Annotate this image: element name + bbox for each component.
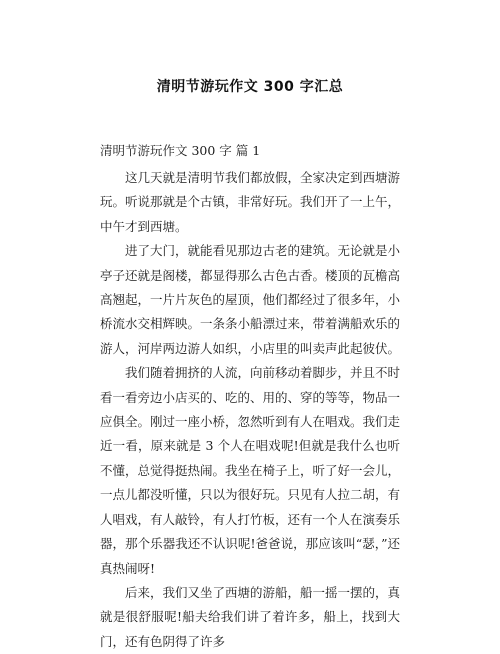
paragraph: 这几天就是清明节我们都放假，全家决定到西塘游玩。听说那就是个古镇，非常好玩。我们开了一上午，中午才到西塘。 <box>100 170 401 234</box>
paragraph: 我们随着拥挤的人流，向前移动着脚步，并且不时看一看旁边小店买的、吃的、用的、穿的等等，物品一应俱全。刚过一座小桥，忽然听到有人在唱戏。我们走近一看，原来就是 3 个人在唱戏呢!但就是我什么也听不懂，总觉得挺热闹。我坐在椅子上，听了好一会儿，一点儿都没听懂，只以为很好玩。只见有人拉二胡，有人唱戏，有人敲铃，有人打竹板，还有一个人在演奏乐器，那个乐器我还不认识呢!爸爸说，那应该叫“瑟，”还真热闹呀! <box>100 365 401 576</box>
document-body <box>100 166 400 654</box>
document-title: 清明节游玩作文 300 字汇总 <box>156 79 344 95</box>
section-heading: 清明节游玩作文 300 字 篇 1 <box>100 143 261 158</box>
paragraph: 进了大门，就能看见那边古老的建筑。无论就是小亭子还就是阁楼，都显得那么古色古香。楼顶的瓦檐高高翘起，一片片灰色的屋顶，他们都经过了很多年，小桥流水交相辉映。一条条小船漂过来，带着满船欢乐的游人，河岸两边游人如织，小店里的叫卖声此起彼伏。 <box>100 243 401 356</box>
paragraph: 后来，我们又坐了西塘的游船，船一摇一摆的，真就是很舒服呢!船夫给我们讲了着许多，船上，找到大门，还有色阴得了许多 <box>100 584 401 649</box>
